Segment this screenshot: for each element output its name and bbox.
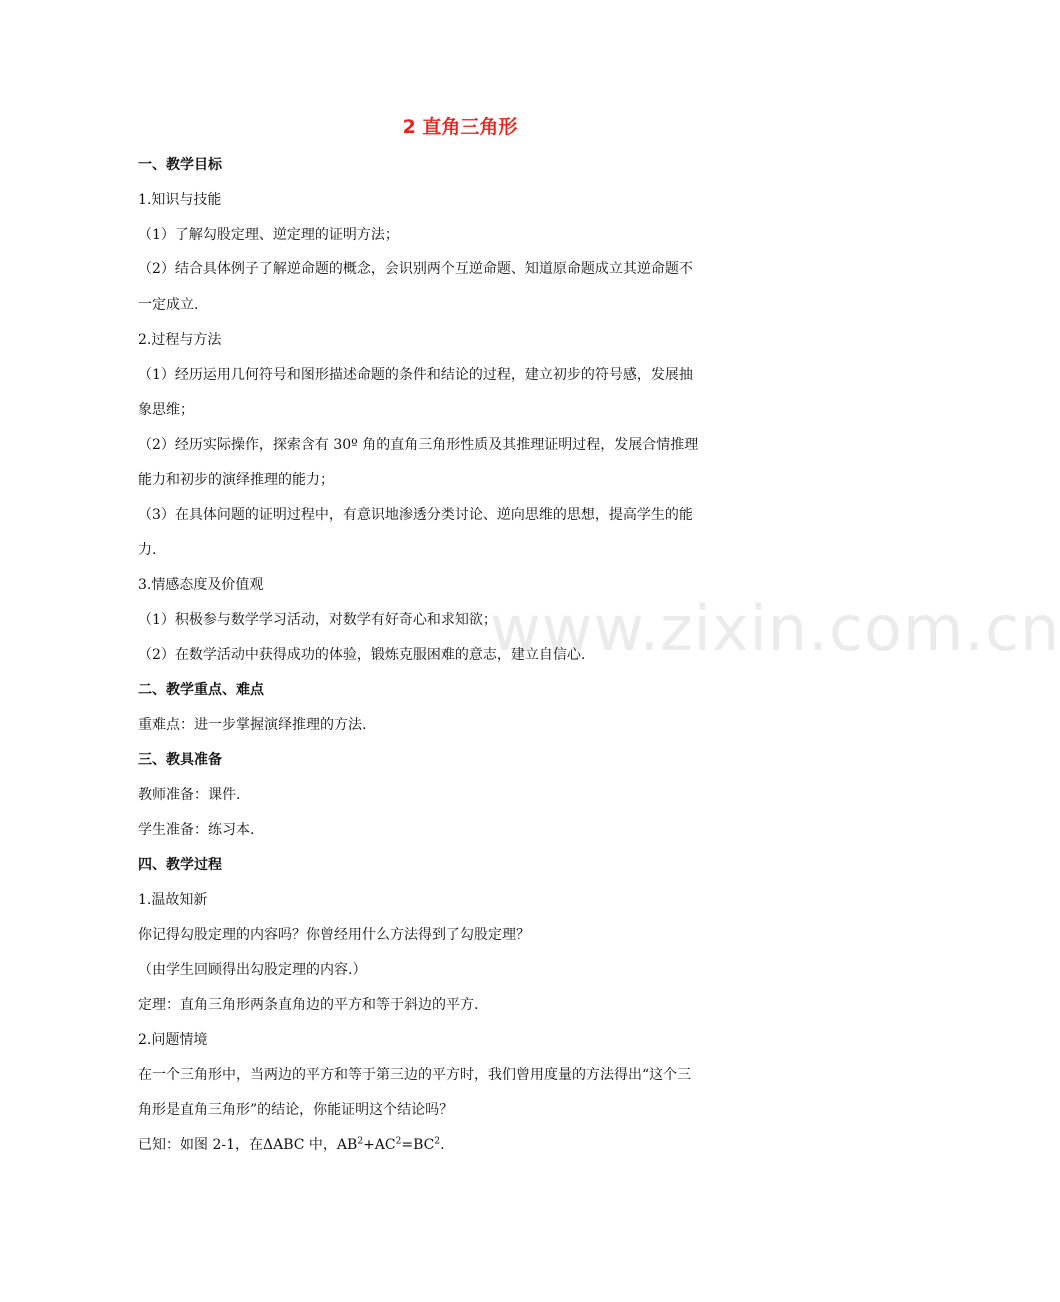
- text-line: 教师准备：课件.: [138, 787, 241, 803]
- superscript: 2: [434, 1136, 441, 1147]
- text-line: 你记得勾股定理的内容吗？你曾经用什么方法得到了勾股定理？: [138, 927, 530, 943]
- subheading-attitude: 3.情感态度及价值观: [138, 577, 264, 593]
- text-line: （2）经历实际操作，探索含有 30º 角的直角三角形性质及其推理证明过程，发展合情推理: [138, 437, 699, 453]
- section-heading-tools: 三、教具准备: [138, 752, 222, 768]
- section-heading-key-points: 二、教学重点、难点: [138, 682, 264, 698]
- given-mid: +AC: [363, 1137, 396, 1153]
- text-line: （3）在具体问题的证明过程中，有意识地渗透分类讨论、逆向思维的思想，提高学生的能: [138, 507, 693, 523]
- subheading-review: 1.温故知新: [138, 892, 208, 908]
- superscript: 2: [357, 1136, 364, 1147]
- text-line: 定理：直角三角形两条直角边的平方和等于斜边的平方.: [138, 997, 479, 1013]
- text-line: （1）经历运用几何符号和图形描述命题的条件和结论的过程，建立初步的符号感，发展抽: [138, 367, 693, 383]
- subheading-problem: 2.问题情境: [138, 1032, 208, 1048]
- text-line: （由学生回顾得出勾股定理的内容.）: [138, 962, 367, 978]
- text-line: 一定成立.: [138, 297, 199, 313]
- text-line: （2）结合具体例子了解逆命题的概念，会识别两个互逆命题、知道原命题成立其逆命题不: [138, 261, 693, 277]
- subheading-process: 2.过程与方法: [138, 332, 222, 348]
- text-line: 力.: [138, 542, 157, 558]
- given-prefix: 已知：如图 2-1，在ΔABC 中，AB: [138, 1137, 358, 1153]
- page-title: 2 直角三角形: [402, 116, 518, 138]
- text-line: （1）了解勾股定理、逆定理的证明方法；: [138, 227, 399, 243]
- text-line: 在一个三角形中，当两边的平方和等于第三边的平方时，我们曾用度量的方法得出“这个三: [138, 1067, 692, 1083]
- subheading-knowledge: 1.知识与技能: [138, 192, 222, 208]
- given-mid2: =BC: [401, 1137, 435, 1153]
- given-line: [138, 1135, 445, 1155]
- text-line: 角形是直角三角形”的结论，你能证明这个结论吗？: [138, 1102, 454, 1118]
- text-line: 学生准备：练习本.: [138, 822, 255, 838]
- text-line: 象思维；: [138, 402, 194, 418]
- given-end: .: [440, 1137, 445, 1153]
- text-line: 能力和初步的演绎推理的能力；: [138, 472, 334, 488]
- text-line: 重难点：进一步掌握演绎推理的方法.: [138, 717, 367, 733]
- section-heading-process: 四、教学过程: [138, 857, 222, 873]
- watermark: www.zixin.com.cn: [490, 592, 1060, 665]
- text-line: （2）在数学活动中获得成功的体验，锻炼克服困难的意志，建立自信心.: [138, 647, 586, 663]
- text-line: （1）积极参与数学学习活动，对数学有好奇心和求知欲；: [138, 612, 497, 628]
- section-heading-goals: 一、教学目标: [138, 157, 222, 173]
- superscript: 2: [395, 1136, 402, 1147]
